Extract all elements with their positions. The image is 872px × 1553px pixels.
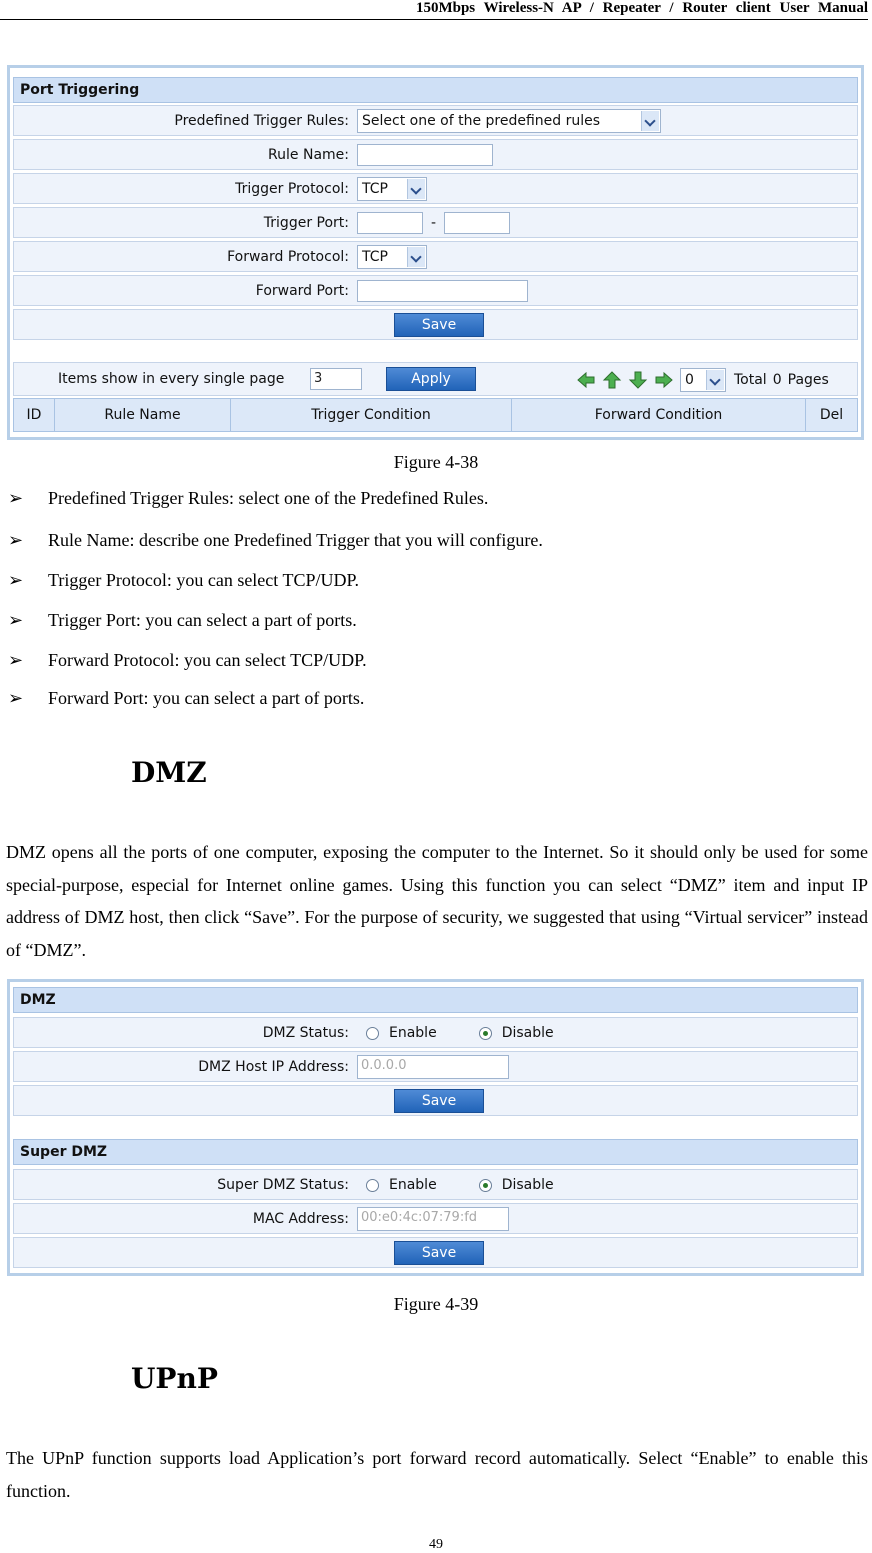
items-per-page-input[interactable]: 3 — [310, 368, 362, 390]
bullet-text: Trigger Port: you can select a part of ports. — [48, 610, 357, 630]
forward-protocol-value: TCP — [362, 249, 388, 265]
paging-row — [13, 362, 858, 396]
dmz-host-row — [13, 1051, 858, 1082]
port-triggering-panel — [7, 65, 864, 440]
port-range-dash: - — [431, 215, 437, 231]
forward-port-label: Forward Port: — [255, 283, 349, 299]
super-dmz-save-button[interactable]: Save — [394, 1241, 484, 1265]
trigger-protocol-value: TCP — [362, 181, 388, 197]
page-select-value: 0 — [685, 372, 694, 388]
items-per-page-label: Items show in every single page — [58, 371, 285, 387]
super-dmz-status-row — [13, 1169, 858, 1200]
dmz-host-label: DMZ Host IP Address: — [198, 1059, 349, 1075]
page-select[interactable] — [680, 368, 726, 392]
bullet-item — [8, 488, 488, 509]
super-dmz-enable-label: Enable — [389, 1177, 437, 1193]
super-dmz-disable-option[interactable] — [479, 1177, 554, 1193]
total-label: Total — [734, 372, 767, 388]
total-value: 0 — [772, 372, 782, 388]
bullet-text: Predefined Trigger Rules: select one of the Predefined Rules. — [48, 488, 489, 508]
dmz-panel — [7, 979, 864, 1276]
forward-port-input[interactable] — [357, 280, 528, 302]
bullet-item — [8, 650, 367, 671]
trigger-protocol-row — [13, 173, 858, 204]
trigger-protocol-label: Trigger Protocol: — [235, 181, 349, 197]
dmz-title: DMZ — [13, 987, 858, 1013]
arrow-up-icon[interactable] — [602, 371, 622, 389]
predefined-rule-label: Predefined Trigger Rules: — [174, 113, 349, 129]
dmz-status-row — [13, 1017, 858, 1048]
super-dmz-mac-input[interactable]: 00:e0:4c:07:79:fd — [357, 1207, 509, 1231]
pages-label: Pages — [787, 372, 829, 388]
rule-name-label: Rule Name: — [268, 147, 349, 163]
chevron-down-icon — [706, 370, 724, 390]
upnp-paragraph: The UPnP function supports load Application’s port forward record automatically. Select “Enable” to enable this function. — [6, 1448, 868, 1501]
bullet-marker: ➢ — [8, 650, 24, 670]
arrow-left-icon[interactable] — [576, 371, 596, 389]
forward-protocol-select[interactable] — [357, 245, 427, 269]
dmz-enable-option[interactable] — [366, 1025, 437, 1041]
arrow-down-icon[interactable] — [628, 371, 648, 389]
bullet-marker: ➢ — [8, 688, 24, 708]
save-button[interactable]: Save — [394, 313, 484, 337]
rule-name-row — [13, 139, 858, 170]
col-trigger-condition: Trigger Condition — [231, 399, 512, 431]
super-dmz-status-label: Super DMZ Status: — [217, 1177, 349, 1193]
trigger-port-end-input[interactable] — [444, 212, 510, 234]
bullet-text: Rule Name: describe one Predefined Trigger that you will configure. — [48, 530, 543, 550]
col-rule-name: Rule Name — [55, 399, 231, 431]
arrow-right-icon[interactable] — [654, 371, 674, 389]
dmz-save-button[interactable]: Save — [394, 1089, 484, 1113]
col-forward-condition: Forward Condition — [512, 399, 806, 431]
bullet-item — [8, 570, 359, 591]
page-header — [0, 0, 868, 20]
col-id: ID — [14, 399, 55, 431]
super-dmz-enable-option[interactable] — [366, 1177, 437, 1193]
dmz-disable-label: Disable — [501, 1025, 554, 1041]
super-dmz-disable-label: Disable — [501, 1177, 554, 1193]
rule-name-input[interactable] — [357, 144, 493, 166]
dmz-paragraph: DMZ opens all the ports of one computer, exposing the computer to the Internet. So it should only be used for some special-purpose, especial for Internet online games. Using this function you can select “DMZ” item and input IP address of DMZ host, then click “Save”. For the purpose of security, we suggested that using “Virtual servicer” instead of “DMZ”. — [6, 842, 868, 960]
super-dmz-mac-row — [13, 1203, 858, 1234]
trigger-port-start-input[interactable] — [357, 212, 423, 234]
bullet-marker: ➢ — [8, 530, 24, 550]
header-title: 150Mbps Wireless-N AP / Repeater / Router client User Manual — [415, 0, 868, 16]
chevron-down-icon — [407, 247, 425, 267]
bullet-item — [8, 610, 357, 631]
panel-title: Port Triggering — [13, 77, 858, 103]
bullet-item — [8, 688, 364, 709]
dmz-disable-radio[interactable] — [479, 1027, 492, 1040]
apply-button[interactable]: Apply — [386, 367, 476, 391]
bullet-marker: ➢ — [8, 610, 24, 630]
predefined-rule-value: Select one of the predefined rules — [362, 113, 601, 129]
trigger-port-row — [13, 207, 858, 238]
forward-protocol-label: Forward Protocol: — [227, 249, 349, 265]
chevron-down-icon — [407, 179, 425, 199]
figure-caption-38: Figure 4-38 — [393, 452, 479, 472]
dmz-enable-radio[interactable] — [366, 1027, 379, 1040]
super-dmz-mac-label: MAC Address: — [252, 1211, 349, 1227]
bullet-item — [8, 530, 543, 551]
dmz-save-row — [13, 1085, 858, 1116]
bullet-text: Trigger Protocol: you can select TCP/UDP. — [48, 570, 359, 590]
trigger-port-label: Trigger Port: — [263, 215, 349, 231]
dmz-disable-option[interactable] — [479, 1025, 554, 1041]
forward-protocol-row — [13, 241, 858, 272]
dmz-host-input[interactable]: 0.0.0.0 — [357, 1055, 509, 1079]
super-dmz-save-row — [13, 1237, 858, 1268]
rules-table-header — [13, 398, 858, 432]
page-nav — [576, 363, 829, 397]
dmz-enable-label: Enable — [389, 1025, 437, 1041]
bullet-marker: ➢ — [8, 488, 24, 508]
super-dmz-enable-radio[interactable] — [366, 1179, 379, 1192]
bullet-text: Forward Protocol: you can select TCP/UDP. — [48, 650, 367, 670]
dmz-status-label: DMZ Status: — [262, 1025, 349, 1041]
bullet-text: Forward Port: you can select a part of ports. — [48, 688, 365, 708]
dmz-heading: DMZ — [131, 756, 207, 789]
super-dmz-disable-radio[interactable] — [479, 1179, 492, 1192]
predefined-rule-select[interactable] — [357, 109, 661, 133]
forward-port-row — [13, 275, 858, 306]
trigger-protocol-select[interactable] — [357, 177, 427, 201]
figure-caption-39: Figure 4-39 — [393, 1294, 479, 1314]
chevron-down-icon — [641, 111, 659, 131]
save-row — [13, 309, 858, 340]
col-del: Del — [819, 407, 844, 423]
super-dmz-title: Super DMZ — [13, 1139, 858, 1165]
page-number: 49 — [429, 1537, 443, 1552]
predefined-rule-row — [13, 105, 858, 136]
upnp-heading: UPnP — [131, 1362, 218, 1395]
bullet-marker: ➢ — [8, 570, 24, 590]
